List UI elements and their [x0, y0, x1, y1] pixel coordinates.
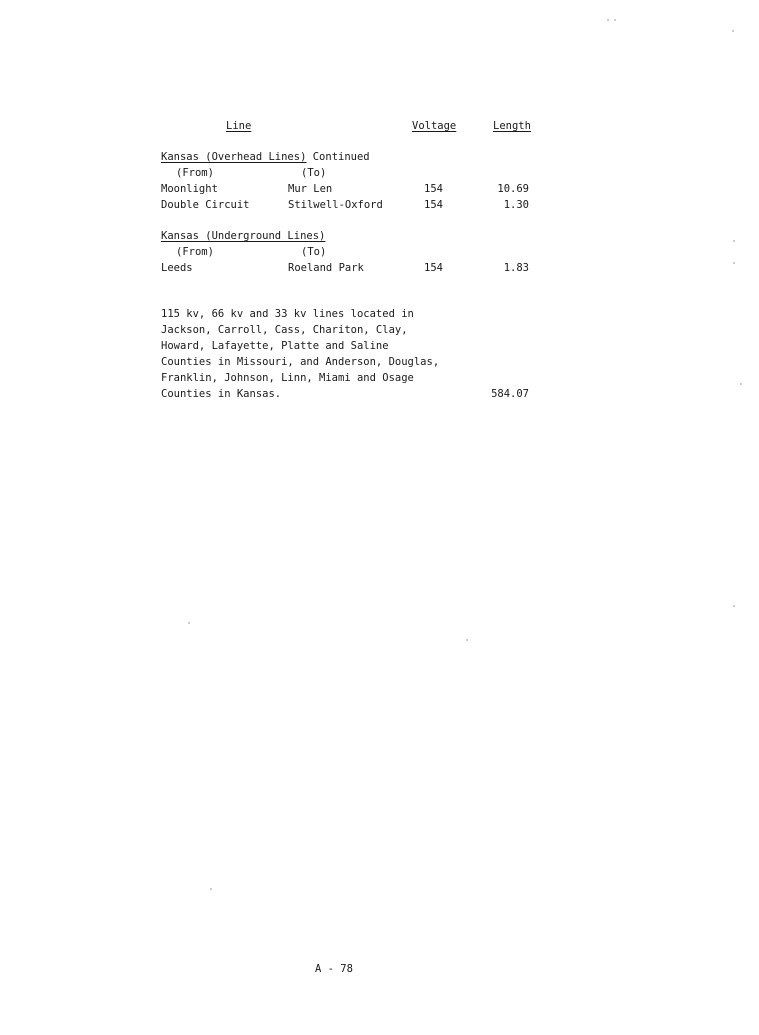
row-voltage: 154: [424, 183, 443, 195]
row-from: Leeds: [161, 262, 193, 274]
paragraph-line: Jackson, Carroll, Cass, Chariton, Clay,: [161, 324, 408, 336]
paragraph-line: 115 kv, 66 kv and 33 kv lines located in: [161, 308, 414, 320]
scan-speck: [607, 19, 609, 21]
paragraph-line: Howard, Lafayette, Platte and Saline: [161, 340, 389, 352]
paragraph-line: Franklin, Johnson, Linn, Miami and Osage: [161, 372, 414, 384]
from-label: (From): [176, 246, 214, 258]
page-number: A - 78: [315, 963, 353, 975]
scan-speck: [614, 19, 616, 21]
column-header-line: Line: [226, 120, 252, 132]
scan-speck: [733, 262, 735, 264]
row-from: Double Circuit: [161, 199, 250, 211]
section-title-overhead: [161, 152, 370, 163]
scan-speck: [466, 639, 468, 641]
row-to: Stilwell-Oxford: [288, 199, 383, 211]
row-to: Roeland Park: [288, 262, 364, 274]
total-length: 584.07: [491, 388, 529, 400]
column-header-voltage: Voltage: [412, 120, 457, 132]
row-voltage: 154: [424, 262, 443, 274]
scan-speck: [740, 383, 742, 385]
to-label: (To): [301, 246, 327, 258]
from-label: (From): [176, 167, 214, 179]
row-length: 1.30: [503, 199, 529, 211]
row-length: 10.69: [497, 183, 529, 195]
paragraph-line: Counties in Kansas.: [161, 388, 282, 400]
to-label: (To): [301, 167, 327, 179]
scan-speck: [732, 30, 734, 32]
row-from: Moonlight: [161, 183, 218, 195]
scan-speck: [733, 240, 735, 242]
column-header-length: Length: [493, 120, 531, 132]
section-title-overhead-underlined: Kansas (Overhead Lines): [161, 151, 307, 163]
section-title-overhead-suffix: Continued: [306, 151, 370, 163]
scan-speck: [188, 622, 190, 624]
row-to: Mur Len: [288, 183, 333, 195]
row-voltage: 154: [424, 199, 443, 211]
scan-speck: [733, 605, 735, 607]
paragraph-line: Counties in Missouri, and Anderson, Douglas,: [161, 356, 440, 368]
section-title-underground: Kansas (Underground Lines): [161, 230, 326, 242]
scan-speck: [210, 888, 212, 890]
row-length: 1.83: [503, 262, 529, 274]
